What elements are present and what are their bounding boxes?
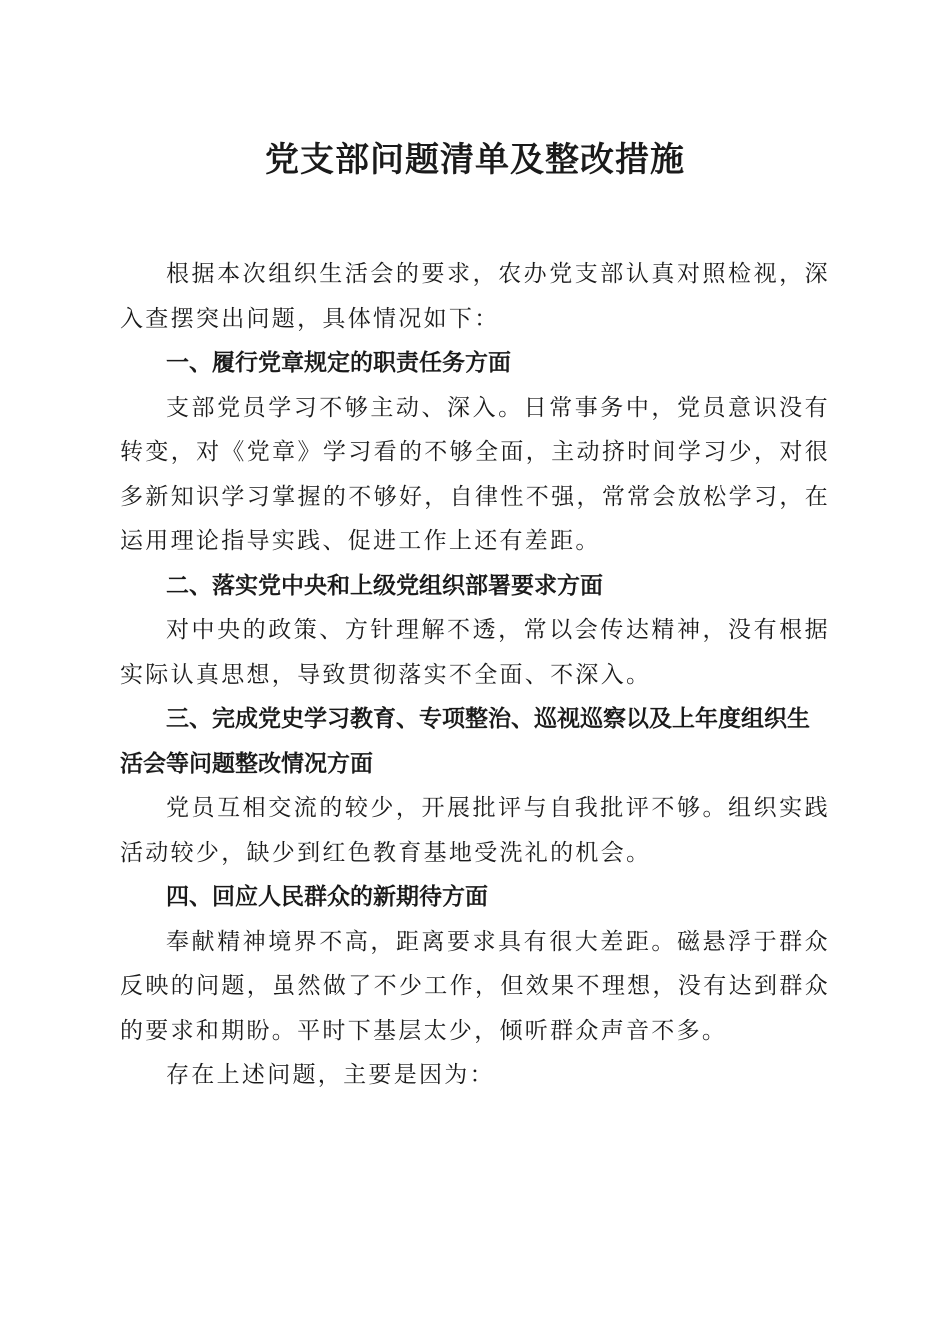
section-2-heading: 二、落实党中央和上级党组织部署要求方面 xyxy=(166,572,603,599)
section-2-body: 对中央的政策、方针理解不透，常以会传达精神，没有根据实际认真思想，导致贯彻落实不全面、不深入。 xyxy=(120,617,830,688)
section-4-body: 奉献精神境界不高，距离要求具有很大差距。磁悬浮于群众反映的问题，虽然做了不少工作，但效果不理想，没有达到群众的要求和期盼。平时下基层太少，倾听群众声音不多。 xyxy=(120,928,830,1044)
section-1-body: 支部党员学习不够主动、深入。日常事务中，党员意识没有转变，对《党章》学习看的不够全面，主动挤时间学习少，对很多新知识学习掌握的不够好，自律性不强，常常会放松学习，在运用理论指导实践、促进工作上还有差距。 xyxy=(120,394,830,554)
closing-paragraph: 存在上述问题，主要是因为： xyxy=(166,1062,495,1088)
section-1-heading: 一、履行党章规定的职责任务方面 xyxy=(166,350,511,376)
intro-paragraph: 根据本次组织生活会的要求，农办党支部认真对照检视，深入查摆突出问题，具体情况如下： xyxy=(120,261,830,332)
section-3-body: 党员互相交流的较少，开展批评与自我批评不够。组织实践活动较少，缺少到红色教育基地受洗礼的机会。 xyxy=(120,795,830,866)
section-4-heading: 四、回应人民群众的新期待方面 xyxy=(166,884,488,910)
section-3-heading: 三、完成党史学习教育、专项整治、巡视巡察以及上年度组织生活会等问题整改情况方面 xyxy=(120,706,810,777)
document-title: 党支部问题清单及整改措施 xyxy=(265,140,685,180)
